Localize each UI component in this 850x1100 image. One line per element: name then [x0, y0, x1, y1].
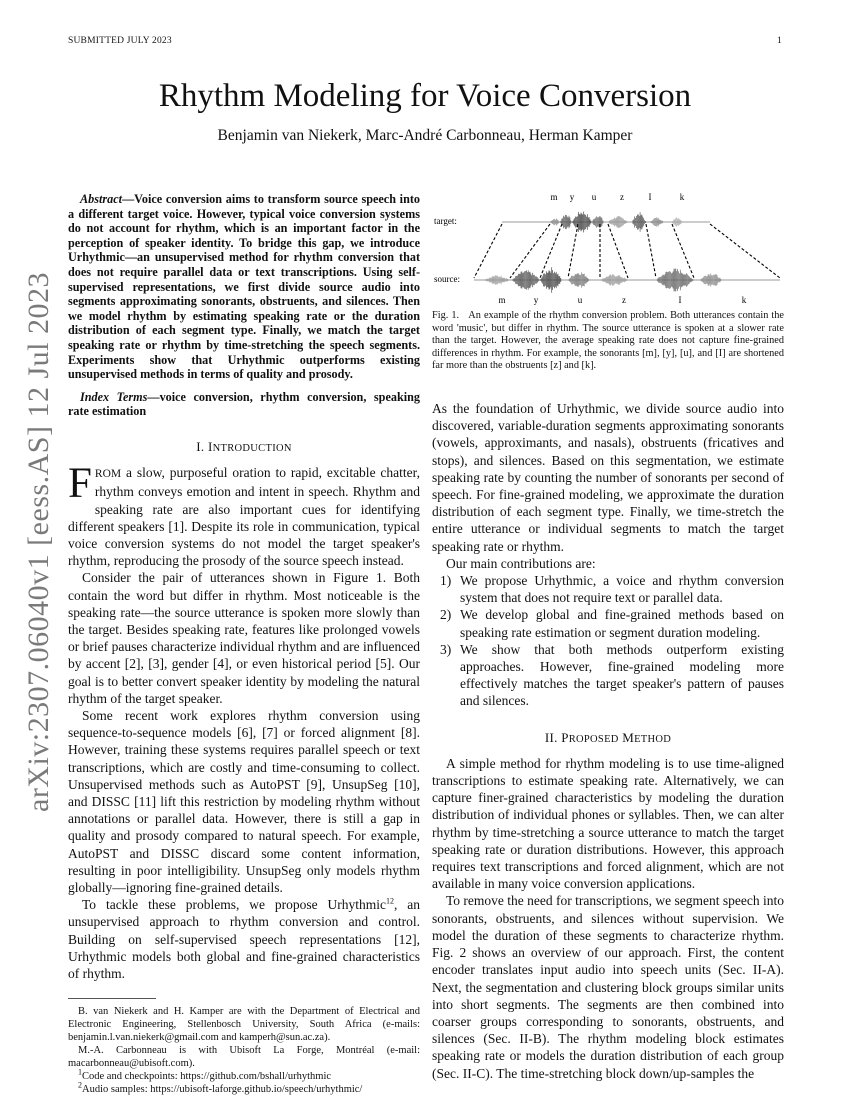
index-terms	[68, 390, 420, 419]
right-paragraph-1: As the foundation of Urhythmic, we divide source audio into discovered, variable-duration segments approximating sonorants (vowels, approximants, and nasals), obstruents (fricatives and stops), and silences. Based on this segmentation, we estimate speaking rate by counting the number of sonorants per second of speech. For fine-grained modeling, we approximate the duration distribution of each segment type. Finally, we time-stretch the entire utterance or individual segments to match the target speaking rate or rhythm.	[432, 401, 784, 554]
alignment-lines	[474, 224, 780, 278]
source-phone-labels	[498, 295, 746, 305]
footnote-affiliation-2: M.-A. Carbonneau is with Ubisoft La Forge, Montréal (e-mail: macarbonneau@ubisoft.com).	[68, 1045, 420, 1070]
source-phone-label: m	[498, 295, 506, 305]
method-paragraph-1: A simple method for rhythm modeling is to use time-aligned transcriptions to estimate speaking rate. Alternatively, we can capture finer-grained characteristics by modeling the duration distribution of individual phones or syllables. Then, we can alter rhythm by time-stretching a source utterance to match the target speaking rate or duration distributions. However, this approach requires text transcriptions and forced alignment, which are not available in many voice conversion applications.	[432, 755, 784, 892]
page-number: 1	[777, 36, 782, 46]
source-phone-label: I	[678, 295, 682, 305]
alignment-line	[646, 224, 656, 278]
intro-paragraph-3: Some recent work explores rhythm conversion using sequence-to-sequence models [6], [7] or forced alignment [8]. However, training these systems requires parallel speech or text transcriptions, which are costly and time-consuming to collect. Unsupervised methods such as AutoPST [9], UnsupSeg [10], and DISSC [11] lift this restriction by modeling rhythm without annotations or parallel data. However, there is still a gap in quality and prosody compared to natural speech. For example, AutoPST and DISSC discard some content information, resulting in poor intelligibility. UnsupSeg only models rhythm globally—ignoring fine-grained details.	[68, 707, 420, 895]
footnote-rule	[68, 998, 156, 999]
index-terms-label: Index Terms	[80, 389, 148, 404]
authors: Benjamin van Niekerk, Marc-André Carbonneau, Herman Kamper	[217, 127, 633, 144]
alignment-line	[672, 224, 694, 278]
footnotes	[68, 1005, 420, 1096]
running-header: SUBMITTED JULY 2023	[68, 36, 172, 46]
target-phone-label: y	[569, 192, 575, 202]
arxiv-stamp: arXiv:2307.06040v1 [eess.AS] 12 Jul 2023	[22, 272, 55, 812]
source-phone-label: k	[741, 295, 747, 305]
list-item: 1) We propose Urhythmic, a voice and rhythm conversion system that does not require text or parallel data.	[440, 573, 784, 606]
figure-1	[432, 186, 784, 310]
list-item: 2) We develop global and fine-grained methods based on speaking rate estimation or segment duration modeling.	[440, 607, 784, 640]
footnote-code: $^1$Code and checkpoints: https://github.com/bshall/urhythmic	[78, 1067, 332, 1083]
source-phone-label: y	[533, 295, 539, 305]
target-label: target:	[434, 216, 457, 226]
abstract-text: —Voice conversion aims to transform source speech into a different target voice. However, typical voice conversion systems do not account for rhythm, which is an important factor in the perception of speaker identity. To bridge this gap, we introduce Urhythmic—an unsupervised method for rhythm conversion that does not require parallel data or text transcriptions. Using self-supervised representations, we first divide source audio into segments approximating sonorants, obstruents, and silences. Then we model rhythm by estimating speaking rate or the duration distribution of each segment type. Finally, we match the target speaking rate or rhythm by time-stretching the speech segments. Experiments show that Urhythmic outperforms existing unsupervised methods in terms of quality and prosody.	[68, 192, 420, 382]
section-heading-proposed-method: II. PROPOSED METHOD	[544, 729, 672, 745]
abstract	[68, 192, 420, 382]
index-terms-text: —voice conversion, rhythm conversion, speaking rate estimation	[68, 389, 420, 419]
target-phone-label: u	[591, 192, 597, 202]
intro-paragraph-1: FROM a slow, purposeful oration to rapid, excitable chatter, rhythm conveys emotion and intent in speech. Rhythm and speaking rate are also important cues for identifying different speakers [1]. Despite its role in communication, typical voice conversion systems do not model the target speaker's rhythm, reproducing the prosody of the source speech instead.	[68, 460, 420, 569]
alignment-line	[710, 224, 780, 278]
figure-1-caption: Fig. 1. An example of the rhythm conversion problem. Both utterances contain the word 'music', but differ in rhythm. The source utterance is spoken at a slower rate than the target. However, the average speaking rate does not capture fine-grained differences in rhythm. For example, the sonorants [m], [y], [u], and [I] are shortened far more than the obstruents [z] and [k].	[432, 310, 784, 372]
left-column	[68, 192, 420, 1096]
target-phone-labels	[550, 192, 684, 202]
intro-paragraph-2: Consider the pair of utterances shown in Figure 1. Both contain the word but differ in rhythm. Most noticeable is the speaking rate—the source utterance is spoken more slowly than the target. Besides speaking rate, features like prolonged vowels or brief pauses characterize individual rhythm and are influenced by accent [2], [3], gender [4], or even historical period [5]. Our goal is to better convert speaker identity by modeling the natural rhythm of the target speaker.	[68, 570, 420, 706]
section-heading-introduction: I. INTRODUCTION	[196, 438, 292, 454]
list-item: 3) We show that both methods outperform existing approaches. However, fine-grained modeling more effectively matches the target speaker's pattern of pauses and silences.	[440, 641, 784, 709]
source-phone-label: z	[622, 295, 626, 305]
alignment-line	[510, 224, 550, 278]
alignment-line	[608, 224, 628, 278]
contributions-list	[432, 572, 784, 710]
abstract-label: Abstract	[80, 192, 122, 206]
target-phone-label: z	[620, 192, 624, 202]
contributions-intro: Our main contributions are:	[446, 555, 596, 571]
alignment-line	[568, 224, 578, 278]
alignment-line	[474, 224, 502, 278]
intro-paragraph-4: To tackle these problems, we propose Urhythmic$^{12}$, an unsupervised approach to rhythm conversion and control. Building on self-supervised speech representations [12], Urhythmic models both global and fine-grained characteristics of rhythm.	[68, 896, 420, 981]
method-paragraph-2: To remove the need for transcriptions, we segment speech into sonorants, obstruents, and silences without supervision. We model the duration of these segments to characterize rhythm. Fig. 2 shows an overview of our approach. First, the content encoder translates input audio into speech units (Sec. II-A). Next, the segmentation and clustering block groups similar units into short segments. The segments are then combined into coarser groups corresponding to sonorants, obstruents, and silences (Sec. II-B). The rhythm modeling block estimates speaking rate or models the duration distribution of each group (Sec. II-C). The time-stretching block down/up-samples the	[432, 893, 784, 1081]
target-phone-label: I	[648, 192, 652, 202]
target-phone-label: m	[550, 192, 558, 202]
target-phone-label: k	[679, 192, 685, 202]
right-column	[432, 400, 784, 1082]
paper-title: Rhythm Modeling for Voice Conversion	[158, 78, 692, 114]
footnote-affiliation-1: B. van Niekerk and H. Kamper are with the Department of Electrical and Electronic Engineering, Stellenbosch University, South Africa (e-mails: benjamin.l.van.niekerk@gmail.com and kamperh@sun.ac.za).	[68, 1006, 420, 1044]
drop-cap: F	[68, 460, 92, 508]
source-phone-label: u	[577, 295, 583, 305]
source-label: source:	[434, 274, 460, 284]
alignment-line	[540, 224, 562, 278]
footnote-audio: $^2$Audio samples: https://ubisoft-laforge.github.io/speech/urhythmic/	[78, 1080, 363, 1096]
